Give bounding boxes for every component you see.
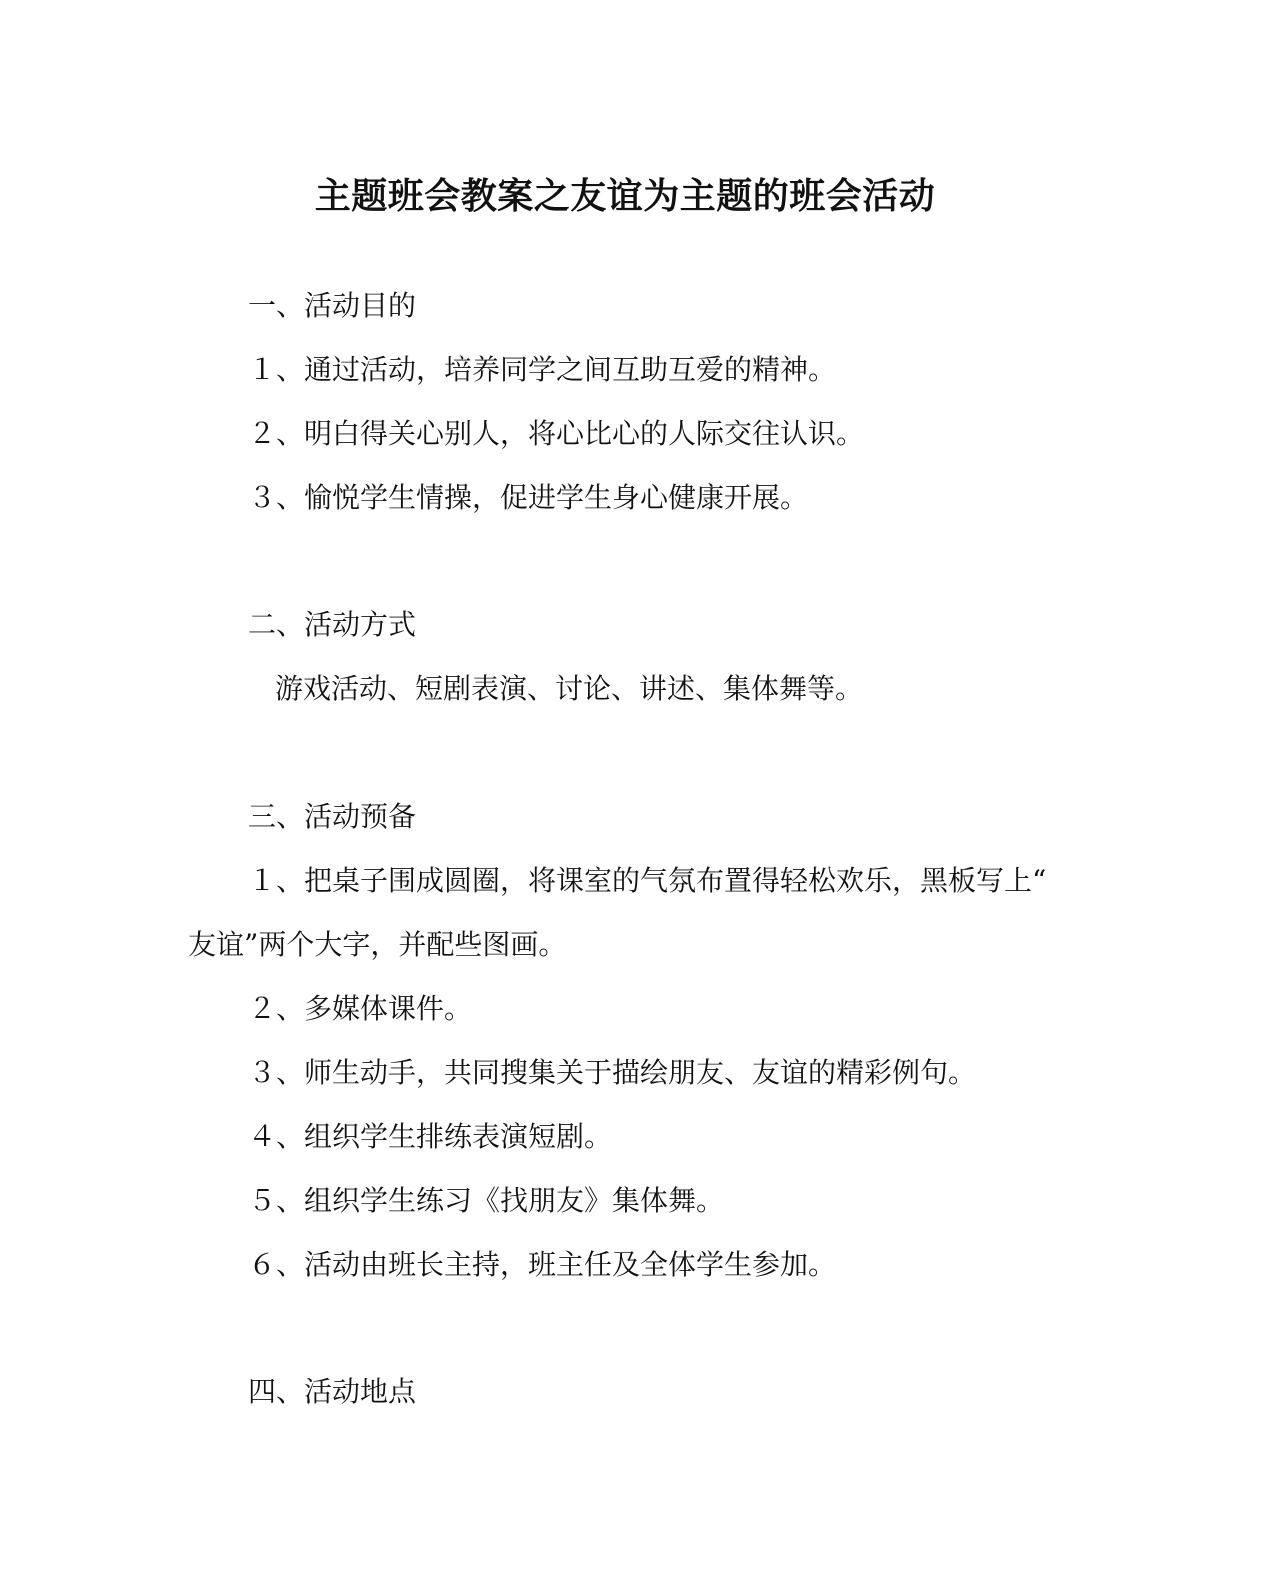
list-item: ４、组织学生排练表演短剧。	[248, 1120, 613, 1153]
list-item: ２、明白得关心别人，将心比心的人际交往认识。	[248, 417, 865, 450]
list-item: ３、师生动手，共同搜集关于描绘朋友、友谊的精彩例句。	[248, 1056, 977, 1089]
section-heading: 二、活动方式	[248, 608, 417, 641]
list-item: ６、活动由班长主持，班主任及全体学生参加。	[248, 1248, 837, 1281]
list-item: ２、多媒体课件。	[248, 992, 473, 1025]
page-title: 主题班会教案之友谊为主题的班会活动	[314, 175, 936, 217]
list-item: １、把桌子围成圆圈，将课室的气氛布置得轻松欢乐，黑板写上“	[248, 864, 1047, 897]
list-item: ５、组织学生练习《找朋友》集体舞。	[248, 1184, 725, 1217]
section-heading: 一、活动目的	[248, 289, 417, 322]
section-heading: 四、活动地点	[248, 1375, 417, 1408]
paragraph: 游戏活动、短剧表演、讨论、讲述、集体舞等。	[275, 672, 864, 705]
list-item-continuation: 友谊”两个大字，并配些图画。	[188, 928, 567, 961]
list-item: ３、愉悦学生情操，促进学生身心健康开展。	[248, 481, 809, 514]
section-heading: 三、活动预备	[248, 800, 417, 833]
list-item: １、通过活动，培养同学之间互助互爱的精神。	[248, 353, 837, 386]
